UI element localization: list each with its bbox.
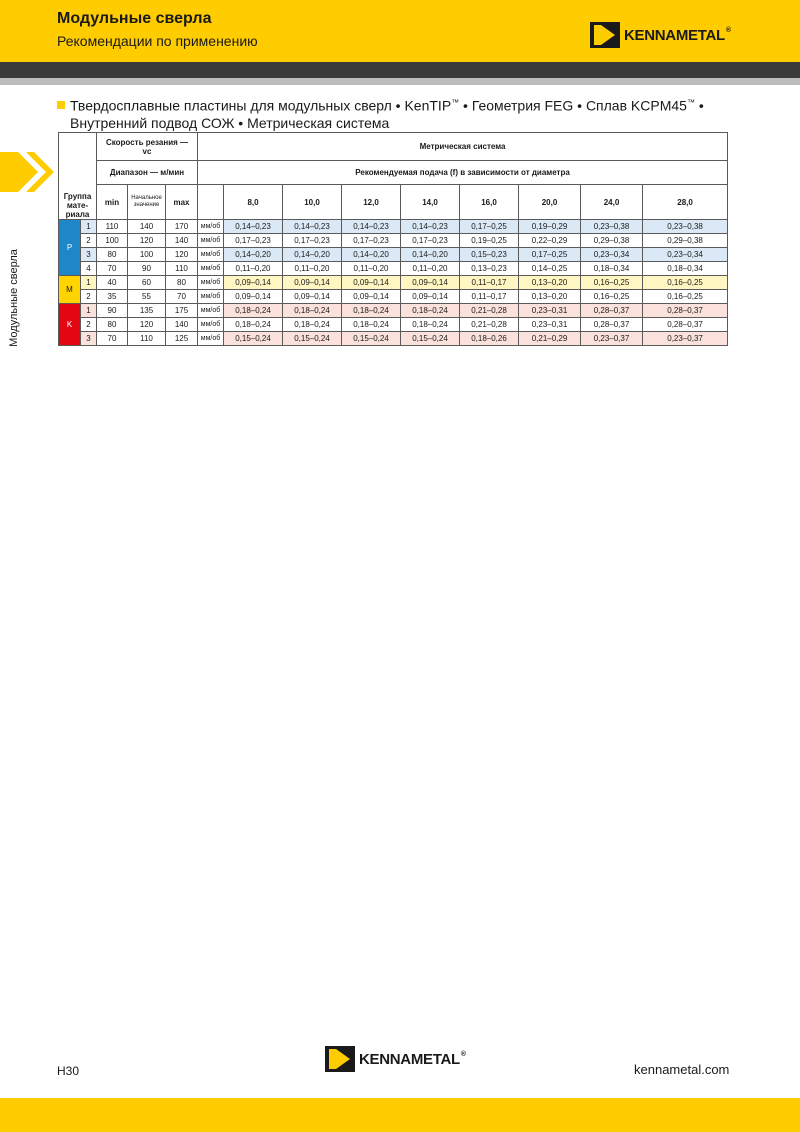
kennametal-k-icon bbox=[590, 22, 620, 48]
min-cell: 40 bbox=[97, 276, 128, 290]
diameter-header: 14,0 bbox=[401, 185, 460, 220]
feed-cell: 0,18–0,24 bbox=[283, 304, 342, 318]
feed-cell: 0,15–0,24 bbox=[224, 332, 283, 346]
start-cell: 120 bbox=[128, 234, 166, 248]
kennametal-k-icon bbox=[325, 1046, 355, 1072]
feed-cell: 0,23–0,38 bbox=[643, 220, 728, 234]
feed-cell: 0,18–0,24 bbox=[224, 318, 283, 332]
min-cell: 70 bbox=[97, 332, 128, 346]
table-row bbox=[59, 276, 728, 290]
page-header bbox=[0, 0, 800, 62]
min-cell: 80 bbox=[97, 248, 128, 262]
feed-cell: 0,29–0,38 bbox=[581, 234, 643, 248]
subgroup-cell: 2 bbox=[81, 318, 97, 332]
feed-cell: 0,23–0,37 bbox=[643, 332, 728, 346]
table-row bbox=[59, 262, 728, 276]
feed-cell: 0,18–0,34 bbox=[643, 262, 728, 276]
feed-cell: 0,28–0,37 bbox=[643, 304, 728, 318]
feed-cell: 0,29–0,38 bbox=[643, 234, 728, 248]
max-cell: 125 bbox=[166, 332, 198, 346]
col-min-header: min bbox=[97, 185, 128, 220]
min-cell: 70 bbox=[97, 262, 128, 276]
feed-cell: 0,18–0,24 bbox=[283, 318, 342, 332]
brand-logo bbox=[590, 22, 731, 48]
feed-cell: 0,18–0,24 bbox=[342, 304, 401, 318]
max-cell: 140 bbox=[166, 318, 198, 332]
footer-brand-logo bbox=[325, 1046, 466, 1072]
feed-cell: 0,13–0,20 bbox=[519, 276, 581, 290]
feed-cell: 0,16–0,25 bbox=[643, 290, 728, 304]
start-cell: 90 bbox=[128, 262, 166, 276]
diameter-header: 16,0 bbox=[460, 185, 519, 220]
website-link[interactable]: kennametal.com bbox=[634, 1062, 730, 1077]
feed-cell: 0,14–0,23 bbox=[401, 220, 460, 234]
table-row bbox=[59, 304, 728, 318]
feed-cell: 0,11–0,17 bbox=[460, 290, 519, 304]
feed-cell: 0,15–0,23 bbox=[460, 248, 519, 262]
unit-cell: мм/об bbox=[198, 304, 224, 318]
feed-cell: 0,18–0,34 bbox=[581, 262, 643, 276]
feed-cell: 0,28–0,37 bbox=[581, 318, 643, 332]
feed-cell: 0,09–0,14 bbox=[401, 276, 460, 290]
table-row bbox=[59, 290, 728, 304]
feed-cell: 0,17–0,23 bbox=[283, 234, 342, 248]
feed-cell: 0,21–0,28 bbox=[460, 304, 519, 318]
feed-cell: 0,14–0,23 bbox=[224, 220, 283, 234]
feed-cell: 0,14–0,20 bbox=[342, 248, 401, 262]
unit-cell: мм/об bbox=[198, 248, 224, 262]
group-header: Группа мате-риала bbox=[59, 185, 97, 220]
start-cell: 120 bbox=[128, 318, 166, 332]
header-grey-band bbox=[0, 78, 800, 85]
feed-cell: 0,14–0,20 bbox=[283, 248, 342, 262]
feed-cell: 0,17–0,23 bbox=[401, 234, 460, 248]
feed-cell: 0,14–0,20 bbox=[224, 248, 283, 262]
min-cell: 35 bbox=[97, 290, 128, 304]
feed-cell: 0,18–0,26 bbox=[460, 332, 519, 346]
feed-cell: 0,19–0,25 bbox=[460, 234, 519, 248]
feed-cell: 0,13–0,20 bbox=[519, 290, 581, 304]
unit-cell: мм/об bbox=[198, 290, 224, 304]
max-cell: 110 bbox=[166, 262, 198, 276]
feed-cell: 0,21–0,29 bbox=[519, 332, 581, 346]
feed-cell: 0,17–0,23 bbox=[342, 234, 401, 248]
feed-cell: 0,23–0,38 bbox=[581, 220, 643, 234]
diameter-header: 28,0 bbox=[643, 185, 728, 220]
start-cell: 110 bbox=[128, 332, 166, 346]
section-heading: Твердосплавные пластины для модульных сверл • KenTIP™ • Геометрия FEG • Сплав KCPM45™ • Внутренний подвод СОЖ • Метрическая система bbox=[57, 94, 747, 132]
brand-wordmark: KENNAMETAL® bbox=[624, 26, 731, 44]
start-cell: 135 bbox=[128, 304, 166, 318]
feed-cell: 0,11–0,20 bbox=[342, 262, 401, 276]
max-cell: 70 bbox=[166, 290, 198, 304]
diameter-header: 20,0 bbox=[519, 185, 581, 220]
min-cell: 90 bbox=[97, 304, 128, 318]
feed-cell: 0,14–0,23 bbox=[283, 220, 342, 234]
feed-cell: 0,22–0,29 bbox=[519, 234, 581, 248]
speed-header: Скорость резания — vc bbox=[97, 133, 198, 161]
max-cell: 80 bbox=[166, 276, 198, 290]
diameter-header: 12,0 bbox=[342, 185, 401, 220]
table-row bbox=[59, 234, 728, 248]
feed-cell: 0,17–0,23 bbox=[224, 234, 283, 248]
feed-cell: 0,19–0,29 bbox=[519, 220, 581, 234]
side-tab-arrow-icon bbox=[0, 152, 56, 192]
min-cell: 80 bbox=[97, 318, 128, 332]
metric-header: Метрическая система bbox=[198, 133, 728, 161]
feed-cell: 0,18–0,24 bbox=[224, 304, 283, 318]
feed-cell: 0,23–0,34 bbox=[643, 248, 728, 262]
feed-cell: 0,17–0,25 bbox=[519, 248, 581, 262]
table-row bbox=[59, 318, 728, 332]
max-cell: 175 bbox=[166, 304, 198, 318]
unit-cell: мм/об bbox=[198, 262, 224, 276]
unit-cell: мм/об bbox=[198, 276, 224, 290]
start-cell: 60 bbox=[128, 276, 166, 290]
table-row bbox=[59, 332, 728, 346]
feed-cell: 0,14–0,25 bbox=[519, 262, 581, 276]
feed-cell: 0,23–0,31 bbox=[519, 318, 581, 332]
unit-cell: мм/об bbox=[198, 234, 224, 248]
subgroup-cell: 2 bbox=[81, 290, 97, 304]
feed-cell: 0,09–0,14 bbox=[283, 276, 342, 290]
feed-cell: 0,21–0,28 bbox=[460, 318, 519, 332]
feed-cell: 0,11–0,20 bbox=[401, 262, 460, 276]
col-start-header: Начальное значение bbox=[128, 185, 166, 220]
feed-cell: 0,28–0,37 bbox=[581, 304, 643, 318]
feed-cell: 0,15–0,24 bbox=[401, 332, 460, 346]
diameter-header: 10,0 bbox=[283, 185, 342, 220]
feed-cell: 0,23–0,34 bbox=[581, 248, 643, 262]
feed-cell: 0,16–0,25 bbox=[581, 290, 643, 304]
header-dark-band bbox=[0, 62, 800, 78]
subgroup-cell: 1 bbox=[81, 304, 97, 318]
feed-cell: 0,15–0,24 bbox=[283, 332, 342, 346]
table-row bbox=[59, 248, 728, 262]
group-badge-m: M bbox=[59, 276, 81, 304]
min-cell: 110 bbox=[97, 220, 128, 234]
subgroup-cell: 2 bbox=[81, 234, 97, 248]
bullet-square-icon bbox=[57, 101, 65, 109]
feed-cell: 0,09–0,14 bbox=[283, 290, 342, 304]
feed-speed-table bbox=[58, 132, 728, 346]
diameter-header: 24,0 bbox=[581, 185, 643, 220]
feed-cell: 0,11–0,20 bbox=[283, 262, 342, 276]
page-number: H30 bbox=[57, 1064, 80, 1078]
feed-cell: 0,14–0,20 bbox=[401, 248, 460, 262]
col-max-header: max bbox=[166, 185, 198, 220]
footer-brand-wordmark: KENNAMETAL® bbox=[359, 1050, 466, 1068]
feed-cell: 0,16–0,25 bbox=[581, 276, 643, 290]
subgroup-cell: 3 bbox=[81, 248, 97, 262]
col-unit-header bbox=[198, 185, 224, 220]
feed-cell: 0,18–0,24 bbox=[401, 318, 460, 332]
feed-cell: 0,16–0,25 bbox=[643, 276, 728, 290]
feed-cell: 0,23–0,37 bbox=[581, 332, 643, 346]
feed-cell: 0,13–0,23 bbox=[460, 262, 519, 276]
unit-cell: мм/об bbox=[198, 332, 224, 346]
subgroup-cell: 4 bbox=[81, 262, 97, 276]
feed-cell: 0,11–0,20 bbox=[224, 262, 283, 276]
feed-cell: 0,18–0,24 bbox=[401, 304, 460, 318]
feed-cell: 0,09–0,14 bbox=[224, 276, 283, 290]
start-cell: 55 bbox=[128, 290, 166, 304]
table-row bbox=[59, 220, 728, 234]
feed-cell: 0,11–0,17 bbox=[460, 276, 519, 290]
feed-cell: 0,14–0,23 bbox=[342, 220, 401, 234]
feed-cell: 0,09–0,14 bbox=[342, 290, 401, 304]
feed-cell: 0,23–0,31 bbox=[519, 304, 581, 318]
feed-cell: 0,17–0,25 bbox=[460, 220, 519, 234]
max-cell: 120 bbox=[166, 248, 198, 262]
subgroup-cell: 1 bbox=[81, 220, 97, 234]
feed-cell: 0,15–0,24 bbox=[342, 332, 401, 346]
max-cell: 140 bbox=[166, 234, 198, 248]
feed-cell: 0,09–0,14 bbox=[401, 290, 460, 304]
unit-cell: мм/об bbox=[198, 220, 224, 234]
subgroup-cell: 1 bbox=[81, 276, 97, 290]
unit-cell: мм/об bbox=[198, 318, 224, 332]
subgroup-cell: 3 bbox=[81, 332, 97, 346]
feed-cell: 0,18–0,24 bbox=[342, 318, 401, 332]
header-subtitle: Рекомендации по применению bbox=[57, 33, 258, 49]
feed-cell: 0,09–0,14 bbox=[342, 276, 401, 290]
max-cell: 170 bbox=[166, 220, 198, 234]
diameter-header: 8,0 bbox=[224, 185, 283, 220]
min-cell: 100 bbox=[97, 234, 128, 248]
start-cell: 100 bbox=[128, 248, 166, 262]
header-title: Модульные сверла bbox=[57, 10, 212, 27]
feed-cell: 0,28–0,37 bbox=[643, 318, 728, 332]
feed-cell: 0,09–0,14 bbox=[224, 290, 283, 304]
feed-header: Рекомендуемая подача (f) в зависимости от диаметра bbox=[198, 161, 728, 185]
start-cell: 140 bbox=[128, 220, 166, 234]
footer-band bbox=[0, 1098, 800, 1132]
group-badge-p: P bbox=[59, 220, 81, 276]
group-badge-k: K bbox=[59, 304, 81, 346]
range-header: Диапазон — м/мин bbox=[97, 161, 198, 185]
